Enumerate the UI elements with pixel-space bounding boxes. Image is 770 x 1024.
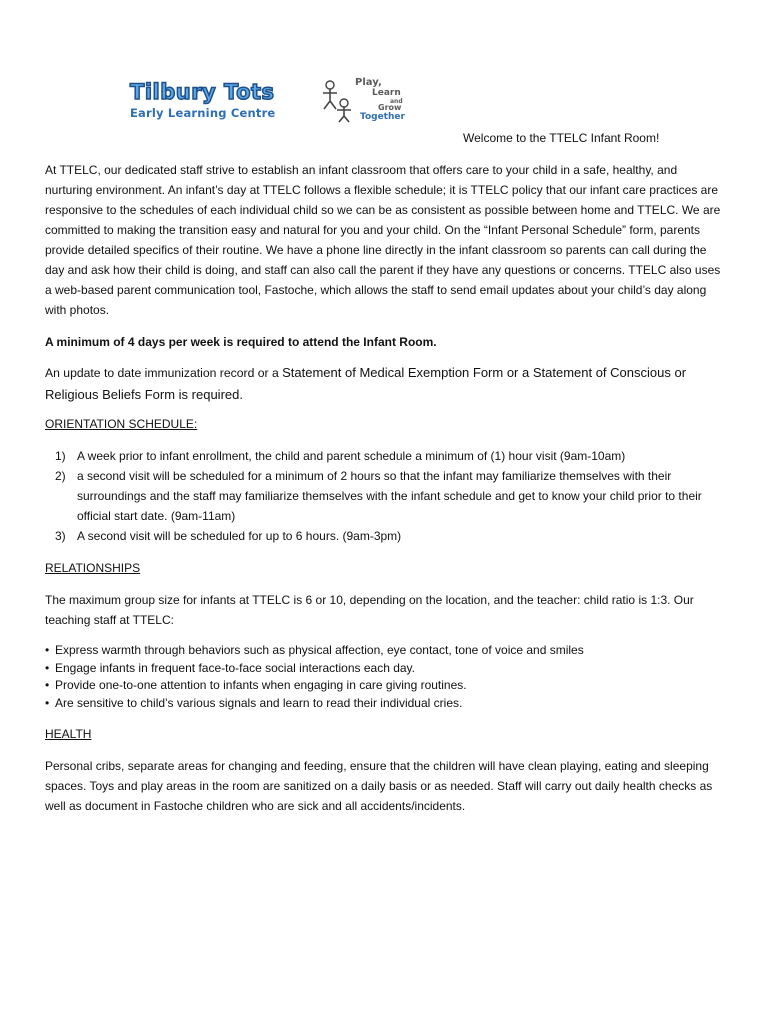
list-item bbox=[45, 526, 725, 546]
immunization-paragraph bbox=[45, 362, 725, 406]
tilbury-tots-logo bbox=[130, 80, 302, 120]
children-icon bbox=[320, 79, 356, 123]
list-item bbox=[45, 466, 725, 526]
list-item bbox=[45, 446, 725, 466]
slogan-together: Together bbox=[360, 112, 405, 122]
logo-title: Tilbury Tots bbox=[130, 80, 275, 104]
group-size-paragraph: The maximum group size for infants at TTELC is 6 or 10, depending on the location, and the teacher: child ratio is 1:3. Our teaching staff at TTELC: bbox=[45, 593, 694, 627]
intro-paragraph: At TTELC, our dedicated staff strive to establish an infant classroom that offers care to your child in a safe, healthy, and nurturing environment. An infant’s day at TTELC follows a flexible schedule; it is TTELC policy that our infant care practices are responsive to the schedules of each individual child so we can be as consistent as possible between home and TTELC. We are committed to making the transition easy and natural for you and your child. On the “Infant Personal Schedule” form, parents provide detailed specifics of their routine. We have a phone line directly in the infant classroom so parents can call during the day and ask how their child is doing, and staff can also call the parent if they have any questions or concerns. TTELC also uses a web-based parent communication tool, Fastoche, which allows the staff to send email updates about your child’s day along with photos. bbox=[45, 163, 721, 317]
list-number: 2) bbox=[55, 469, 66, 483]
document-body bbox=[45, 128, 725, 816]
logo-subtitle: Early Learning Centre bbox=[130, 106, 276, 120]
orientation-list bbox=[45, 446, 725, 546]
minimum-days-notice: A minimum of 4 days per week is required to attend the Infant Room. bbox=[45, 335, 437, 349]
list-item-text: a second visit will be scheduled for a minimum of 2 hours so that the infant may familiarize themselves with their surroundings and the staff may familiarize themselves with the infant schedule and get to know your child prior to their official start date. (9am-11am) bbox=[77, 469, 702, 523]
list-item: • Engage infants in frequent face-to-face social interactions each day. bbox=[45, 660, 725, 678]
welcome-heading: Welcome to the TTELC Infant Room! bbox=[463, 131, 660, 145]
immunization-prefix: An update to date immunization record or a bbox=[45, 366, 283, 380]
health-heading: HEALTH bbox=[45, 727, 92, 741]
list-number: 3) bbox=[55, 529, 66, 543]
slogan-learn: Learn bbox=[372, 88, 401, 98]
list-number: 1) bbox=[55, 449, 66, 463]
list-item: • Provide one-to-one attention to infants when engaging in care giving routines. bbox=[45, 677, 725, 695]
orientation-heading: ORIENTATION SCHEDULE: bbox=[45, 417, 198, 431]
relationships-heading: RELATIONSHIPS bbox=[45, 561, 141, 575]
health-paragraph: Personal cribs, separate areas for changing and feeding, ensure that the children will have clean playing, eating and sleeping spaces. Toys and play areas in the room are sanitized on a daily basis or as needed. Staff will carry out daily health checks as well as document in Fastoche children who are sick and all accidents/incidents. bbox=[45, 759, 713, 813]
slogan-play: Play, bbox=[355, 77, 382, 88]
list-item-text: A week prior to infant enrollment, the child and parent schedule a minimum of (1) hour visit (9am-10am) bbox=[77, 449, 626, 463]
list-item: • Are sensitive to child’s various signals and learn to read their individual cries. bbox=[45, 695, 725, 713]
slogan-grow: Grow bbox=[378, 103, 402, 112]
immunization-rest: Statement of Medical Exemption Form or a Statement of Conscious or Religious Beliefs Form is required. bbox=[45, 365, 687, 402]
list-item-text: A second visit will be scheduled for up to 6 hours. (9am-3pm) bbox=[77, 529, 402, 543]
list-item: • Express warmth through behaviors such as physical affection, eye contact, tone of voice and smiles bbox=[45, 642, 725, 660]
slogan-and: and bbox=[390, 98, 403, 105]
staff-qualities-list bbox=[45, 642, 725, 712]
slogan-logo bbox=[320, 77, 430, 123]
